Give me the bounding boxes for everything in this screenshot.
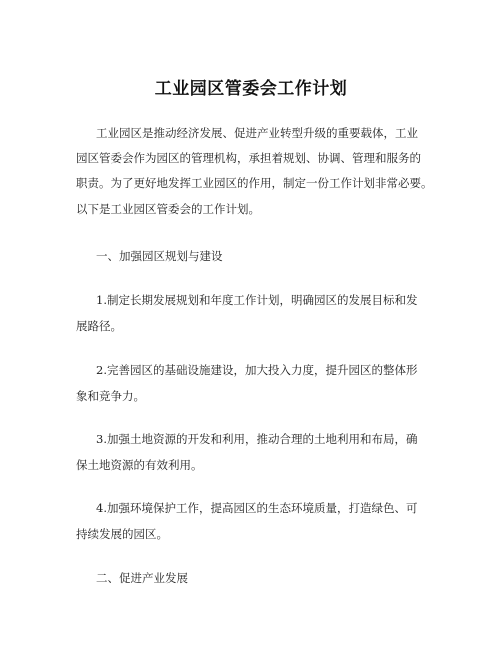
- intro-line-2: 园区管委会作为园区的管理机构，承担着规划、协调、管理和服务的: [76, 151, 421, 165]
- intro-line-1: 工业园区是推动经济发展、促进产业转型升级的重要载体，工业: [96, 126, 418, 140]
- item-3-line-2: 保土地资源的有效利用。: [76, 458, 203, 472]
- section-heading-2: 二、促进产业发展: [96, 571, 188, 585]
- item-2-line-2: 象和竞争力。: [76, 389, 145, 403]
- intro-line-3: 职责。为了更好地发挥工业园区的作用，制定一份工作计划非常必要。: [76, 176, 433, 190]
- item-1-line-1: 1.制定长期发展规划和年度工作计划，明确园区的发展目标和发: [96, 293, 418, 307]
- intro-line-4: 以下是工业园区管委会的工作计划。: [76, 202, 260, 216]
- item-4-line-1: 4.加强环境保护工作，提高园区的生态环境质量，打造绿色、可: [96, 501, 418, 515]
- section-heading-1: 一、加强园区规划与建设: [96, 249, 223, 263]
- item-2-line-1: 2.完善园区的基础设施建设，加大投入力度，提升园区的整体形: [96, 363, 418, 377]
- item-3-line-1: 3.加强土地资源的开发和利用，推动合理的土地利用和布局，确: [96, 432, 418, 446]
- document-title: 工业园区管委会工作计划: [154, 79, 348, 99]
- item-1-line-2: 展路径。: [76, 319, 122, 333]
- item-4-line-2: 持续发展的园区。: [76, 527, 168, 541]
